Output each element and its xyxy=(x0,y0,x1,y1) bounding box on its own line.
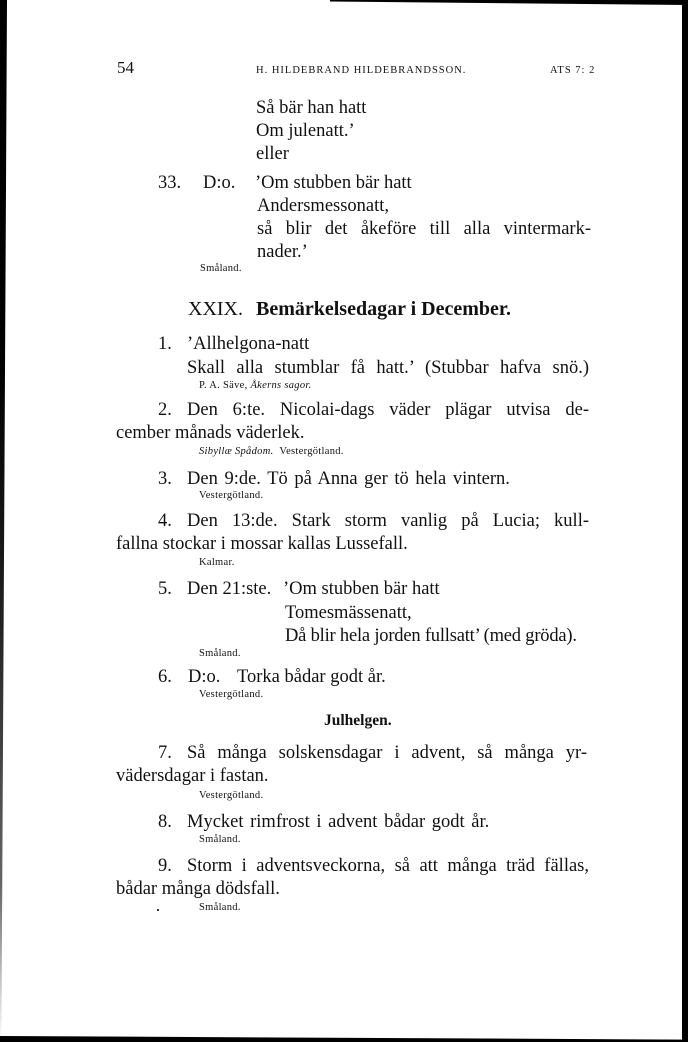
source-work: Sibyllæ Spådom. xyxy=(199,446,274,457)
subsection-title: Julhelgen. xyxy=(324,712,392,729)
source-author: P. A. Säve, xyxy=(199,380,248,391)
entry-text-line: Den 9:de. Tö på Anna ger tö hela vintern. xyxy=(187,469,510,489)
entry-text-line: Storm i adventsveckorna, så att många träd fällas, xyxy=(187,856,589,876)
verse-line: ’Om stubben bär hatt xyxy=(255,173,412,193)
entry-text-line: cember månads väderlek. xyxy=(116,423,305,443)
entry-number: 7. xyxy=(158,743,172,763)
verse-line: ’Om stubben bär hatt xyxy=(283,579,440,599)
page-number: 54 xyxy=(117,58,134,77)
entry-date: D:o. xyxy=(188,667,221,687)
entry-number: 2. xyxy=(158,400,172,420)
series-label: ATS 7: 2 xyxy=(550,65,596,76)
entry-text-line: Torka bådar godt år. xyxy=(237,667,386,687)
entry-source xyxy=(199,446,344,457)
entry-text-line: Den 6:te. Nicolai-dags väder plägar utvisa de- xyxy=(187,400,589,420)
entry-text-line: Den 13:de. Stark storm vanlig på Lucia; kull- xyxy=(187,511,589,531)
running-title: H. HILDEBRAND HILDEBRANDSSON. xyxy=(256,65,467,76)
entry-source: Småland. xyxy=(199,648,241,659)
source-work: Åkerns sagor. xyxy=(250,380,312,391)
entry-text-line: vädersdagar i fastan. xyxy=(116,766,269,786)
entry-text-line: bådar många dödsfall. xyxy=(116,879,280,899)
entry-number: 5. xyxy=(158,579,172,599)
verse-line: Tomesmässenatt, xyxy=(285,603,412,623)
section-numeral: XXIX. xyxy=(188,298,243,320)
entry-source: Småland. xyxy=(199,902,241,913)
entry-source: Småland. xyxy=(199,834,241,845)
verse-line: Andersmessonatt, xyxy=(257,196,390,216)
source-region: Vestergötland. xyxy=(279,446,344,457)
entry-text-line: Mycket rimfrost i advent bådar godt år. xyxy=(187,812,490,832)
entry-text-line: fallna stockar i mossar kallas Lussefall. xyxy=(116,534,408,554)
entry-number: 6. xyxy=(158,667,172,687)
entry-source: Vestergötland. xyxy=(199,689,264,700)
verse-line: Då blir hela jorden fullsatt’ (med gröda). xyxy=(285,626,577,646)
verse-line: så blir det åkeföre till alla vintermark- xyxy=(257,219,591,239)
entry-number: 9. xyxy=(158,856,172,876)
scan-edge-bottom xyxy=(0,1036,688,1042)
section-title: Bemärkelsedagar i December. xyxy=(256,298,511,320)
entry-number: 3. xyxy=(158,469,172,489)
entry-number: 33. xyxy=(158,173,182,193)
entry-source: Vestergötland. xyxy=(199,790,264,801)
verse-line: Så bär han hatt xyxy=(256,98,367,118)
entry-source: Vestergötland. xyxy=(199,490,264,501)
scan-edge-top xyxy=(330,0,688,5)
entry-date: Den 21:ste. xyxy=(187,579,272,599)
entry-source: Småland. xyxy=(200,263,242,274)
entry-text-line: Så många solskensdagar i advent, så många yr- xyxy=(187,743,587,763)
verse-line: Om julenatt.’ xyxy=(256,121,355,141)
verse-line: Skall alla stumblar få hatt.’ (Stubbar hafva snö.) xyxy=(187,358,589,378)
scan-edge-left xyxy=(0,0,7,1042)
verse-line: nader.’ xyxy=(257,242,308,262)
entry-number: 1. xyxy=(158,334,172,354)
entry-source: Kalmar. xyxy=(199,557,235,568)
entry-source xyxy=(199,380,312,391)
entry-number: 4. xyxy=(158,511,172,531)
entry-date: D:o. xyxy=(203,173,236,193)
verse-line: ’Allhelgona-natt xyxy=(187,334,310,354)
verse-line: eller xyxy=(256,144,289,164)
print-speck xyxy=(157,909,159,911)
entry-number: 8. xyxy=(158,812,172,832)
scan-edge-right xyxy=(682,0,688,1042)
